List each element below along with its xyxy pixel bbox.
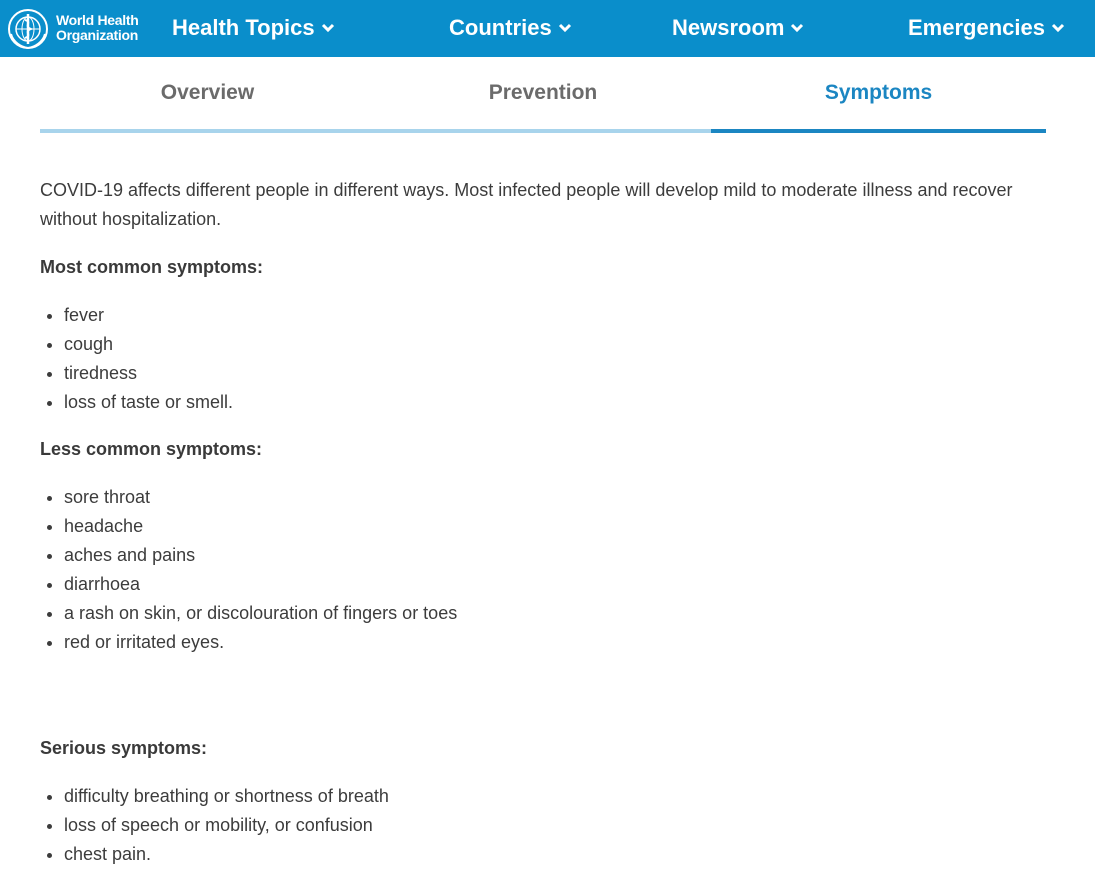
list-item: • difficulty breathing or shortness of breath bbox=[64, 782, 1046, 811]
organization-name-line2: Organization bbox=[56, 27, 138, 43]
less-common-symptoms-list bbox=[40, 483, 1046, 657]
nav-newsroom-label: Newsroom bbox=[672, 15, 785, 40]
symptoms-content bbox=[40, 176, 1046, 869]
section-heading-less-common: Less common symptoms: bbox=[40, 439, 263, 459]
chevron-down-icon bbox=[1051, 23, 1065, 33]
serious-symptoms-list bbox=[40, 782, 1046, 869]
top-navigation-bar bbox=[0, 0, 1095, 57]
list-item: • diarrhoea bbox=[64, 570, 1046, 599]
list-item: • loss of speech or mobility, or confusion bbox=[64, 811, 1046, 840]
who-emblem-icon bbox=[7, 8, 49, 50]
nav-countries[interactable] bbox=[449, 15, 572, 41]
list-item: • loss of taste or smell. bbox=[64, 388, 1046, 417]
organization-name-line1: World Health bbox=[56, 12, 139, 28]
list-item: • fever bbox=[64, 301, 1046, 330]
nav-emergencies[interactable] bbox=[908, 15, 1065, 41]
nav-health-topics[interactable] bbox=[172, 15, 335, 41]
list-item: • cough bbox=[64, 330, 1046, 359]
tab-active-indicator bbox=[711, 129, 1046, 133]
intro-paragraph: COVID-19 affects different people in different ways. Most infected people will develop mild to moderate illness and recover without hospitalization. bbox=[40, 180, 1013, 229]
list-item: • red or irritated eyes. bbox=[64, 628, 1046, 657]
chevron-down-icon bbox=[790, 23, 804, 33]
nav-health-topics-label: Health Topics bbox=[172, 15, 315, 40]
section-heading-most-common: Most common symptoms: bbox=[40, 257, 264, 277]
nav-emergencies-label: Emergencies bbox=[908, 15, 1045, 40]
content-tabs bbox=[40, 70, 1046, 134]
list-item: • tiredness bbox=[64, 359, 1046, 388]
tab-symptoms[interactable]: Symptoms bbox=[824, 81, 933, 104]
nav-newsroom[interactable] bbox=[672, 15, 804, 41]
nav-countries-label: Countries bbox=[449, 15, 552, 40]
who-logo[interactable] bbox=[7, 8, 147, 48]
tab-prevention[interactable]: Prevention bbox=[488, 81, 598, 104]
list-item: • aches and pains bbox=[64, 541, 1046, 570]
list-item: • chest pain. bbox=[64, 840, 1046, 869]
organization-name bbox=[56, 13, 138, 43]
most-common-symptoms-list bbox=[40, 301, 1046, 417]
list-item: • headache bbox=[64, 512, 1046, 541]
list-item: • sore throat bbox=[64, 483, 1046, 512]
chevron-down-icon bbox=[558, 23, 572, 33]
chevron-down-icon bbox=[321, 23, 335, 33]
list-item: • a rash on skin, or discolouration of fingers or toes bbox=[64, 599, 1046, 628]
section-heading-serious: Serious symptoms: bbox=[40, 738, 208, 758]
tab-overview[interactable]: Overview bbox=[160, 81, 255, 104]
